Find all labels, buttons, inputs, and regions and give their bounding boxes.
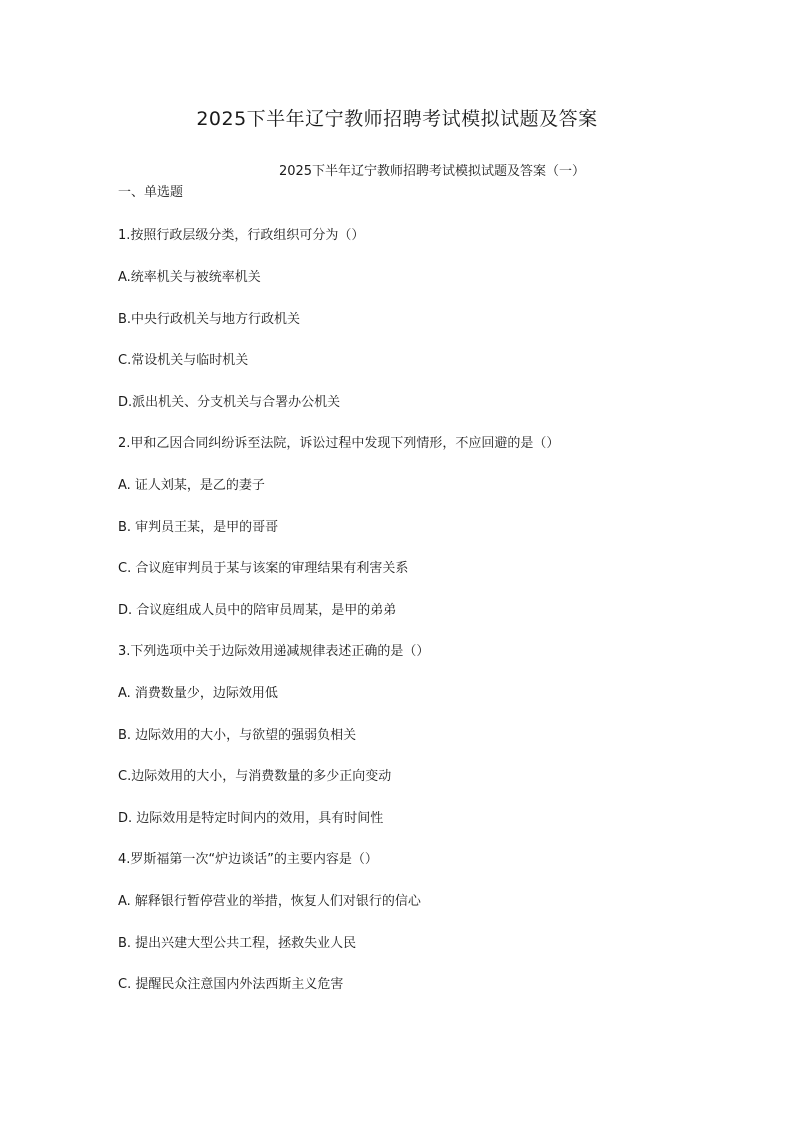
option-line: C.常设机关与临时机关 — [118, 353, 249, 368]
option-line: B.中央行政机关与地方行政机关 — [118, 312, 301, 327]
option-line: A. 证人刘某，是乙的妻子 — [118, 478, 265, 493]
document-title: 2025下半年辽宁教师招聘考试模拟试题及答案 — [196, 108, 598, 130]
question-line: 2.甲和乙因合同纠纷诉至法院，诉讼过程中发现下列情形，不应回避的是（） — [118, 436, 560, 451]
option-line: A. 消费数量少，边际效用低 — [118, 686, 278, 701]
section-heading: 一、单选题 — [118, 185, 184, 200]
question-line: 4.罗斯福第一次“炉边谈话”的主要内容是（） — [118, 852, 378, 867]
option-line: C. 合议庭审判员于某与该案的审理结果有利害关系 — [118, 561, 409, 576]
question-line: 3.下列选项中关于边际效用递减规律表述正确的是（） — [118, 644, 430, 659]
question-line: 1.按照行政层级分类，行政组织可分为（） — [118, 228, 365, 243]
option-line: D. 边际效用是特定时间内的效用，具有时间性 — [118, 811, 384, 826]
option-line: C. 提醒民众注意国内外法西斯主义危害 — [118, 977, 344, 992]
option-line: C.边际效用的大小，与消费数量的多少正向变动 — [118, 769, 392, 784]
option-line: A.统率机关与被统率机关 — [118, 270, 261, 285]
option-line: D. 合议庭组成人员中的陪审员周某，是甲的弟弟 — [118, 603, 397, 618]
option-line: B. 审判员王某，是甲的哥哥 — [118, 520, 279, 535]
option-line: D.派出机关、分支机关与合署办公机关 — [118, 395, 341, 410]
option-line: B. 边际效用的大小，与欲望的强弱负相关 — [118, 728, 357, 743]
option-line: B. 提出兴建大型公共工程，拯救失业人民 — [118, 936, 357, 951]
option-line: A. 解释银行暂停营业的举措，恢复人们对银行的信心 — [118, 894, 421, 909]
document-subtitle: 2025下半年辽宁教师招聘考试模拟试题及答案（一） — [278, 164, 586, 179]
